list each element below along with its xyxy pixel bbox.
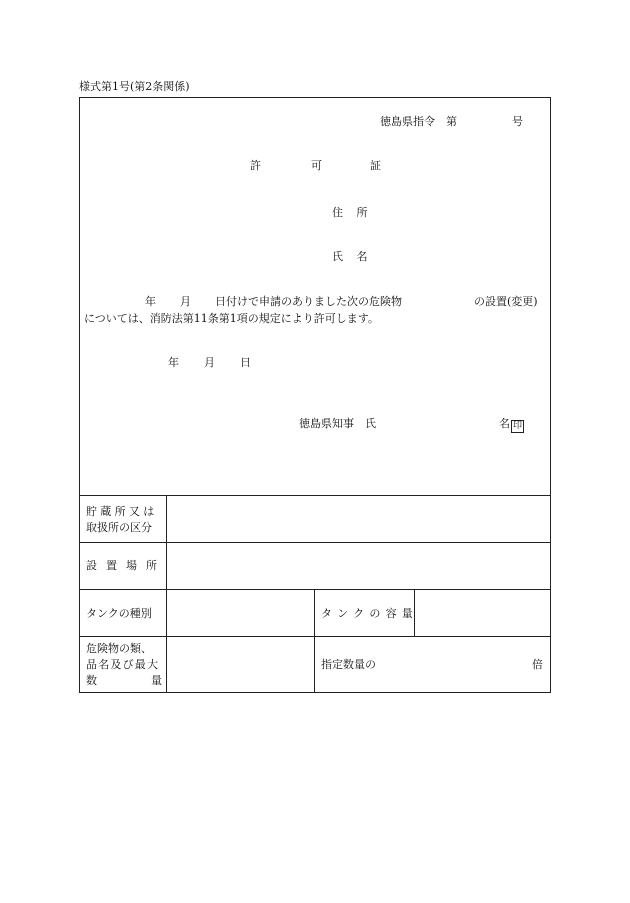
hazmat-label-line3a: 数: [86, 674, 97, 687]
seal-mark: 印: [512, 421, 522, 431]
certificate-frame: [79, 97, 551, 693]
address-label: 住 所: [332, 206, 373, 219]
governor-name-char: 名: [499, 417, 510, 430]
hazmat-label-line1: 危険物の類、: [86, 642, 152, 655]
quantity-unit: 倍: [532, 658, 543, 671]
body-line1-end: の設置(変更): [474, 295, 538, 308]
date-year: 年: [168, 356, 179, 369]
body-line1: 日付けで申請のありました次の危険物: [215, 295, 402, 308]
governor-label: 徳島県知事 氏: [299, 417, 376, 430]
title-char-3: 証: [370, 159, 381, 172]
name-label: 氏 名: [332, 250, 373, 263]
storage-label-line1: 貯蔵所又は: [86, 505, 158, 518]
location-label: 設置場所: [86, 559, 166, 572]
date-month: 月: [204, 356, 215, 369]
label-column-divider: [166, 495, 167, 692]
form-title: 様式第1号(第2条関係): [79, 80, 190, 93]
storage-label-line2: 取扱所の区分: [86, 521, 152, 534]
title-char-1: 許: [250, 159, 261, 172]
date-day: 日: [240, 356, 251, 369]
tank-type-label: タンクの種別: [86, 607, 152, 620]
divider-row-3: [80, 636, 550, 637]
quantity-label: 指定数量の: [321, 658, 376, 671]
hazmat-label-line2: 品名及び最大: [86, 658, 160, 671]
tank-capacity-label: タンクの容量: [321, 607, 418, 620]
doc-number-suffix: 号: [512, 115, 523, 128]
body-month: 月: [180, 295, 191, 308]
body-year: 年: [145, 295, 156, 308]
governor-signature: [499, 418, 524, 433]
doc-number-prefix: 徳島県指令 第: [380, 115, 457, 128]
hazmat-label-line3b: 量: [151, 674, 162, 687]
divider-certificate-table: [80, 495, 550, 496]
title-char-2: 可: [311, 159, 322, 172]
tank-row-divider-a: [314, 589, 315, 692]
body-line2: については、消防法第11条第1項の規定により許可します。: [84, 312, 379, 325]
divider-row-2: [80, 589, 550, 590]
divider-row-1: [80, 542, 550, 543]
